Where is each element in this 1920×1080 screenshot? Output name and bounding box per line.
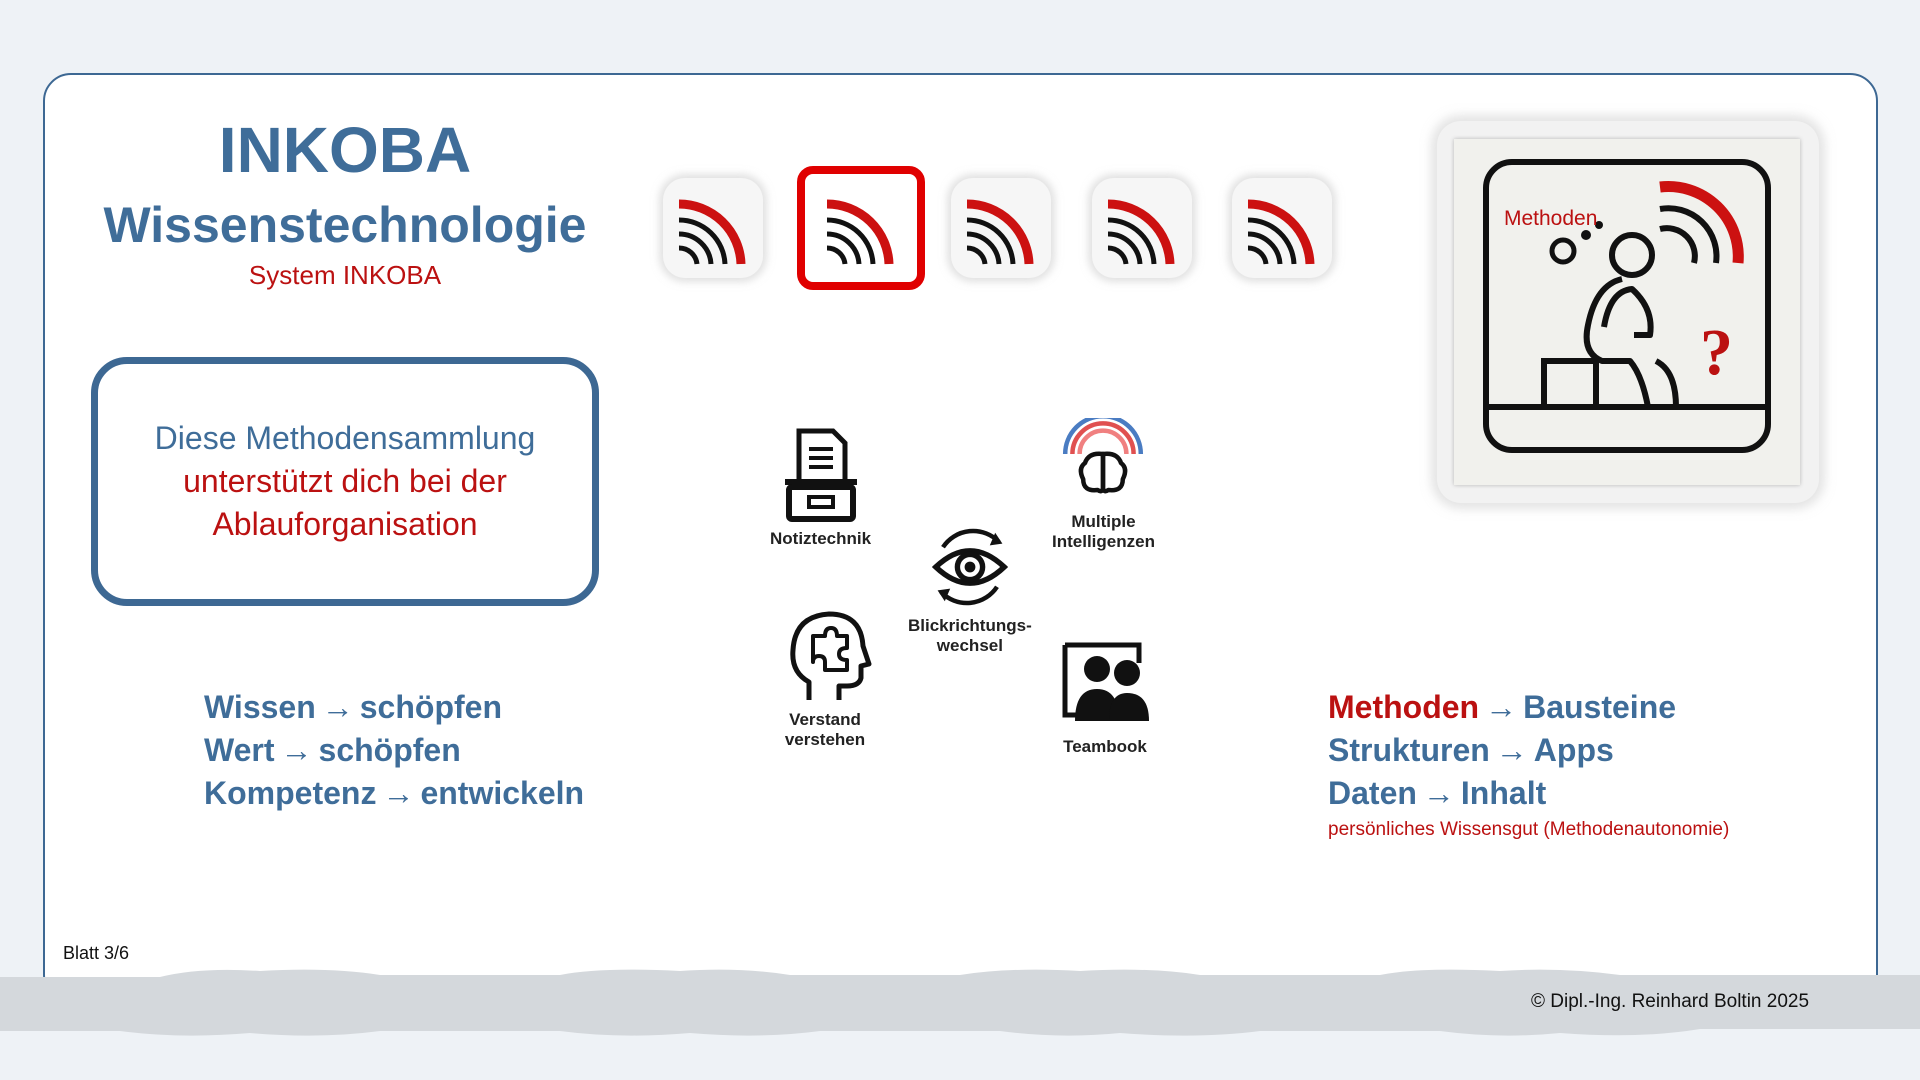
tile-signal-1[interactable] <box>663 178 763 278</box>
method-teambook[interactable] <box>1055 633 1155 757</box>
list-item-second: entwickeln <box>420 775 585 811</box>
signal-arcs-icon <box>1240 186 1324 270</box>
left-list <box>204 686 584 815</box>
system-label: System INKOBA <box>248 260 442 290</box>
eye-rotate-icon <box>925 522 1015 612</box>
list-item <box>1328 772 1729 815</box>
tile-signal-5[interactable] <box>1232 178 1332 278</box>
arrow-right-icon: → <box>1485 689 1518 725</box>
tile-signal-4[interactable] <box>1092 178 1192 278</box>
thinker-icon-card <box>1454 139 1800 485</box>
list-item-first: Wissen <box>204 689 316 725</box>
file-box-icon <box>771 425 871 525</box>
team-board-icon <box>1055 633 1155 733</box>
list-item-second: schöpfen <box>318 732 461 768</box>
arrow-right-icon: → <box>321 689 354 725</box>
method-multiple-intelligenzen[interactable] <box>1052 418 1155 551</box>
method-label <box>785 710 865 749</box>
head-puzzle-icon <box>775 606 875 706</box>
list-item-first: Daten <box>1328 775 1417 811</box>
list-item-first: Wert <box>204 732 275 768</box>
list-item-first: Kompetenz <box>204 775 377 811</box>
method-label: Notiztechnik <box>770 529 872 548</box>
list-item-first: Methoden <box>1328 689 1480 725</box>
signal-arcs-icon <box>959 186 1043 270</box>
method-label-line: wechsel <box>936 635 1003 655</box>
method-label-line: verstehen <box>784 729 866 749</box>
method-label <box>1052 512 1155 551</box>
page-number: Blatt 3/6 <box>63 943 130 963</box>
method-label-line: Verstand <box>789 710 861 729</box>
info-line-3: Ablauforganisation <box>212 506 478 543</box>
tile-signal-3[interactable] <box>951 178 1051 278</box>
info-box <box>91 357 599 606</box>
method-notiztechnik[interactable] <box>770 425 871 549</box>
thinker-label: Methoden <box>1504 207 1598 230</box>
page-title: INKOBA <box>218 114 472 186</box>
list-item <box>204 729 584 772</box>
method-label-line: Intelligenzen <box>1052 531 1155 551</box>
question-mark: ? <box>1700 316 1733 389</box>
list-item-second: Inhalt <box>1460 775 1547 811</box>
method-label-line: Multiple <box>1071 512 1136 531</box>
list-item-second: schöpfen <box>359 689 502 725</box>
arrow-right-icon: → <box>1495 732 1528 768</box>
list-item-second: Bausteine <box>1523 689 1677 725</box>
thinker-panel[interactable] <box>1437 121 1819 503</box>
arrow-right-icon: → <box>280 732 313 768</box>
list-item <box>204 686 584 729</box>
list-item-second: Apps <box>1533 732 1614 768</box>
tile-signal-2[interactable] <box>797 166 925 290</box>
page-subtitle: Wissenstechnologie <box>103 197 587 253</box>
method-label: Teambook <box>1063 737 1147 756</box>
method-label-line: Blickrichtungs- <box>908 616 1032 635</box>
list-item-first: Strukturen <box>1328 732 1490 768</box>
right-list <box>1328 686 1729 841</box>
method-label <box>908 616 1032 655</box>
list-item <box>1328 686 1729 729</box>
signal-arcs-icon <box>671 186 755 270</box>
list-item <box>1328 729 1729 772</box>
arrow-right-icon: → <box>382 775 415 811</box>
info-line-2: unterstützt dich bei der <box>183 462 507 499</box>
method-blickrichtungswechsel[interactable] <box>908 522 1032 655</box>
right-note: persönliches Wissensgut (Methodenautonomie) <box>1328 819 1730 840</box>
method-verstand-verstehen[interactable] <box>775 606 875 749</box>
title-block <box>100 114 590 291</box>
copyright: © Dipl.-Ing. Reinhard Boltin 2025 <box>1531 991 1810 1012</box>
info-line-1: Diese Methodensammlung <box>154 419 536 456</box>
thinker-icon <box>1454 139 1800 485</box>
brain-rainbow-icon <box>1058 418 1148 508</box>
signal-arcs-icon <box>1100 186 1184 270</box>
list-item <box>204 772 584 815</box>
signal-arcs-icon <box>819 186 903 270</box>
arrow-right-icon: → <box>1422 775 1455 811</box>
